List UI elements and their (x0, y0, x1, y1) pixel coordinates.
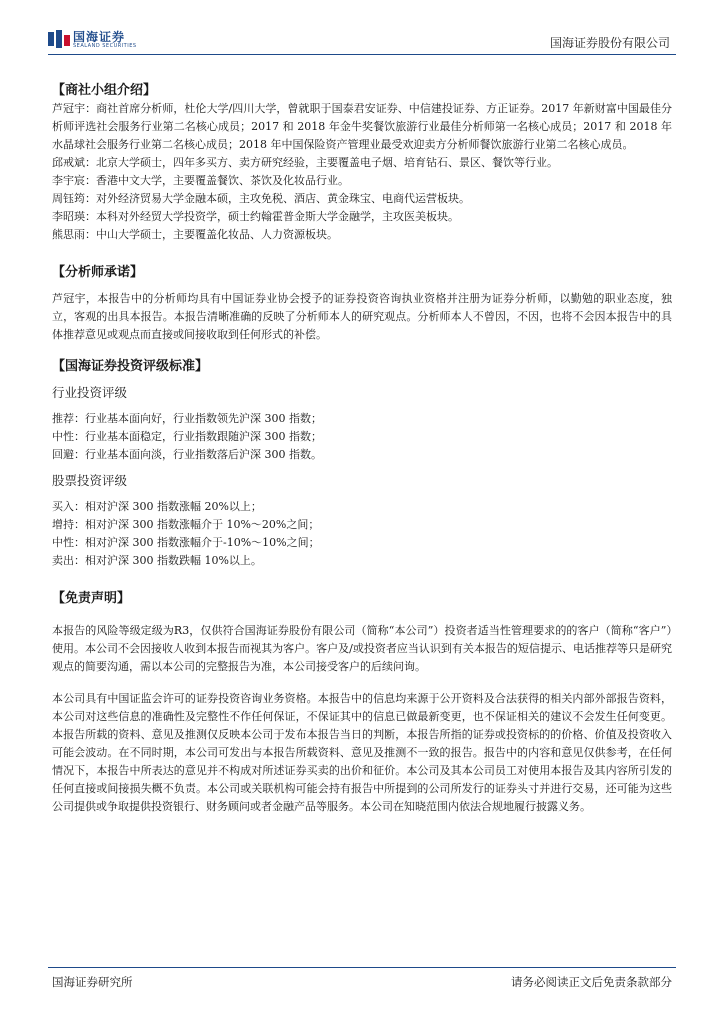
stock-rating-buy: 买入：相对沪深 300 指数涨幅 20%以上； (52, 500, 262, 513)
document-body (52, 82, 672, 816)
stock-rating-heading: 股票投资评级 (52, 473, 128, 488)
commitment-section-title: 【分析师承诺】 (52, 265, 144, 280)
stock-rating-overweight: 增持：相对沪深 300 指数涨幅介于 10%～20%之间； (52, 518, 320, 531)
team-section-title: 【商社小组介绍】 (52, 83, 157, 98)
commitment-text: 芦冠宇，本报告中的分析师均具有中国证券业协会授予的证券投资咨询执业资格并注册为证券分析师，以勤勉的职业态度，独立，客观的出具本报告。本报告清晰准确的反映了分析师本人的研究观点。分析师本人不曾因，不因，也将不会因本报告中的具体推荐意见或观点而直接或间接收取到任何形式的补偿。 (52, 292, 672, 341)
team-member-3: 李宇宸：香港中文大学，主要覆盖餐饮、茶饮及化妆品行业。 (52, 174, 349, 187)
team-member-6: 熊思雨：中山大学硕士，主要覆盖化妆品、人力资源板块。 (52, 228, 338, 241)
disclaimer-section-title: 【免责声明】 (52, 591, 131, 606)
disclaimer-paragraph-1: 本报告的风险等级定级为R3，仅供符合国海证券股份有限公司（简称“本公司”）投资者适当性管理要求的的客户（简称“客户”）使用。本公司不会因接收人收到本报告而视其为客户。客户及/或投资者应当认识到有关本报告的短信提示、电话推荐等只是研究观点的简要沟通，需以本公司的完整报告为准，本公司接受客户的后续问询。 (52, 624, 672, 673)
logo-en-text: SEALAND SECURITIES (73, 43, 137, 49)
page-header (48, 28, 676, 55)
footer-institute: 国海证券研究所 (52, 975, 133, 989)
team-member-5: 李昭瑛：本科对外经贸大学投资学，硕士约翰霍普金斯大学金融学，主攻医美板块。 (52, 210, 459, 223)
industry-rating-recommend: 推荐：行业基本面向好，行业指数领先沪深 300 指数； (52, 412, 322, 425)
disclaimer-paragraph-2: 本公司具有中国证监会许可的证券投资咨询业务资格。本报告中的信息均来源于公开资料及合法获得的相关内部外部报告资料，本公司对这些信息的准确性及完整性不作任何保证，不保证其中的信息已做最新变更，也不保证相关的建议不会发生任何变更。本报告所载的资料、意见及推测仅反映本公司于发布本报告当日的判断，本报告所指的证券或投资标的的价格、价值及投资收入可能会波动。在不同时期，本公司可发出与本报告所载资料、意见及推测不一致的报告。报告中的内容和意见仅供参考，在任何情况下，本报告中所表达的意见并不构成对所述证券买卖的出价和征价。本公司及其本公司员工对使用本报告及其内容所引发的任何直接或间接损失概不负责。本公司或关联机构可能会持有报告中所提到的公司所发行的证券头寸并进行交易，还可能为这些公司提供或争取提供投资银行、财务顾问或者金融产品等服务。本公司在知晓范围内依法合规地履行披露义务。 (52, 692, 672, 813)
logo-cn-text: 国海证券 (73, 30, 126, 44)
stock-rating-neutral: 中性：相对沪深 300 指数涨幅介于-10%～10%之间； (52, 536, 320, 549)
team-member-1: 芦冠宇：商社首席分析师，杜伦大学/四川大学，曾就职于国泰君安证券、中信建投证券、方正证券。2017 年新财富中国最佳分析师评选社会服务行业第二名核心成员；2017 和 2018 年金牛奖餐饮旅游行业最佳分析师第一名核心成员；2017 和 2018 年水晶球社会服务行业第二名核心成员；2018 年中国保险资产管理业最受欢迎卖方分析师餐饮旅游行业第二名核心成员。 (52, 102, 672, 151)
rating-section-title: 【国海证券投资评级标准】 (52, 359, 209, 374)
logo-icon (48, 30, 70, 50)
industry-rating-heading: 行业投资评级 (52, 385, 128, 400)
company-logo (48, 30, 137, 50)
industry-rating-avoid: 回避：行业基本面向淡，行业指数落后沪深 300 指数。 (52, 448, 322, 461)
team-member-2: 邱戒斌：北京大学硕士，四年多买方、卖方研究经验，主要覆盖电子烟、培育钻石、景区、餐饮等行业。 (52, 156, 558, 169)
footer-notice: 请务必阅读正文后免责条款部分 (511, 975, 672, 989)
header-company-name: 国海证券股份有限公司 (549, 36, 670, 50)
page-footer (48, 967, 676, 989)
stock-rating-sell: 卖出：相对沪深 300 指数跌幅 10%以上。 (52, 554, 262, 567)
team-member-4: 周钰筠：对外经济贸易大学金融本硕，主攻免税、酒店、黄金珠宝、电商代运营板块。 (52, 192, 470, 205)
industry-rating-neutral: 中性：行业基本面稳定，行业指数跟随沪深 300 指数； (52, 430, 322, 443)
